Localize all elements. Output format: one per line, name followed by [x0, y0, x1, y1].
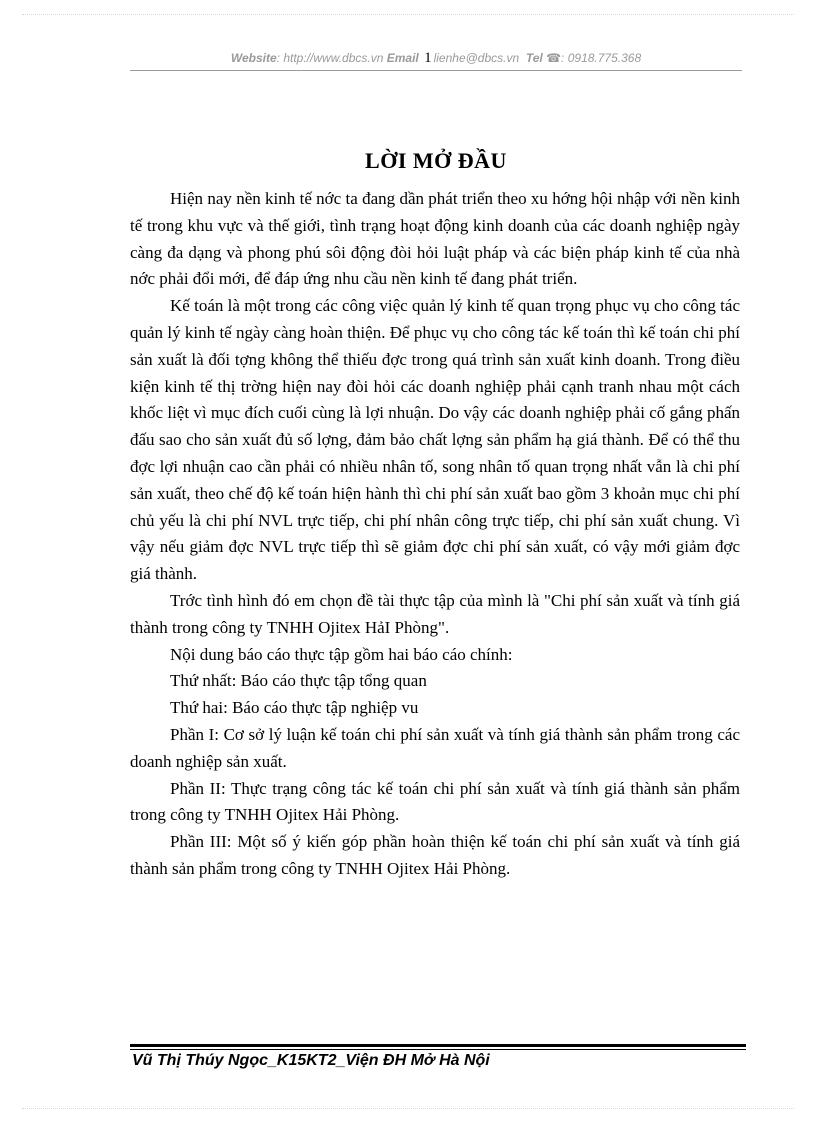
page-edge-bottom	[22, 1108, 794, 1109]
paragraph: Nội dung báo cáo thực tập gồm hai báo cáo chính:	[170, 644, 513, 664]
paragraph: Phần III: Một số ý kiến góp phần hoàn thiện kế toán chi phí sản xuất và tính giá thành sản phẩm trong công ty TNHH Ojitex Hải Phòng.	[130, 832, 740, 878]
page-edge-top	[22, 14, 794, 15]
page-header	[130, 50, 742, 70]
document-body	[130, 186, 740, 883]
tel-label: Tel	[525, 51, 543, 65]
website-label: Website	[230, 51, 277, 65]
page-footer: Vũ Thị Thúy Ngọc_K15KT2_Viện ĐH Mở Hà Nội	[132, 1052, 490, 1069]
page-number: 1	[424, 50, 432, 66]
footer-divider-thick	[130, 1044, 746, 1047]
paragraph: Trớc tình hình đó em chọn đề tài thực tập của mình là "Chi phí sản xuất và tính giá thành trong công ty TNHH Ojitex HảI Phòng".	[130, 590, 740, 637]
paragraph: Phần II: Thực trạng công tác kế toán chi phí sản xuất và tính giá thành sản phẩm trong công ty TNHH Ojitex Hải Phòng.	[130, 778, 740, 825]
page-title: LỜI MỞ ĐẦU	[365, 148, 507, 173]
paragraph: Thứ nhất: Báo cáo thực tập tổng quan	[170, 671, 427, 691]
email-value[interactable]: lienhe@dbcs.vn	[433, 51, 520, 65]
paragraph: Hiện nay nền kinh tế nớc ta đang dần phát triển theo xu hớng hội nhập với nền kinh tế trong khu vực và thế giới, tình trạng hoạt động kinh doanh của các doanh nghiệp ngày càng đa dạng và phong phú sôi động đòi hỏi luật pháp và các biện pháp kinh tế của nhà nớc phải đổi mới, để đáp ứng nhu cầu nền kinh tế đang phát triển.	[130, 189, 740, 289]
email-label: Email	[386, 51, 419, 65]
footer-divider-thin	[130, 1049, 746, 1050]
paragraph: Thứ hai: Báo cáo thực tập nghiệp vu	[170, 698, 419, 718]
website-value[interactable]: : http://www.dbcs.vn	[276, 51, 384, 65]
paragraph: Kế toán là một trong các công việc quản lý kinh tế quan trọng phục vụ cho công tác quản lý kinh tế ngày càng hoàn thiện. Để phục vụ cho công tác kế toán thì kế toán chi phí sản xuất là đối tợng không thể thiếu đợc trong quá trình sản xuất kinh doanh. Trong điều kiện kinh tế thị trờng hiện nay đòi hỏi các doanh nghiệp phải cạnh tranh nhau một cách khốc liệt vì mục đích cuối cùng là lợi nhuận. Do vậy các doanh nghiệp phải cố gắng phấn đấu sao cho sản xuất đủ số lợng, đảm bảo chất lợng sản phẩm hạ giá thành. Để có thể thu đợc lợi nhuận cao cần phải có nhiều nhân tố, song nhân tố quan trọng nhất vẫn là chi phí sản xuất, theo chế độ kế toán hiện hành thì chi phí sản xuất bao gồm 3 khoản mục chi phí chủ yếu là chi phí NVL trực tiếp, chi phí nhân công trực tiếp, chi phí sản xuất chung. Vì vậy nếu giảm đợc NVL trực tiếp thì sẽ giảm đợc chi phí sản xuất, có vậy mới giảm đợc giá thành.	[130, 296, 740, 584]
tel-value: : 0918.775.368	[561, 51, 642, 65]
paragraph: Phần I: Cơ sở lý luận kế toán chi phí sản xuất và tính giá thành sản phẩm trong các doanh nghiệp sản xuất.	[130, 724, 740, 771]
phone-icon: ☎	[546, 51, 562, 65]
header-divider	[130, 70, 742, 71]
